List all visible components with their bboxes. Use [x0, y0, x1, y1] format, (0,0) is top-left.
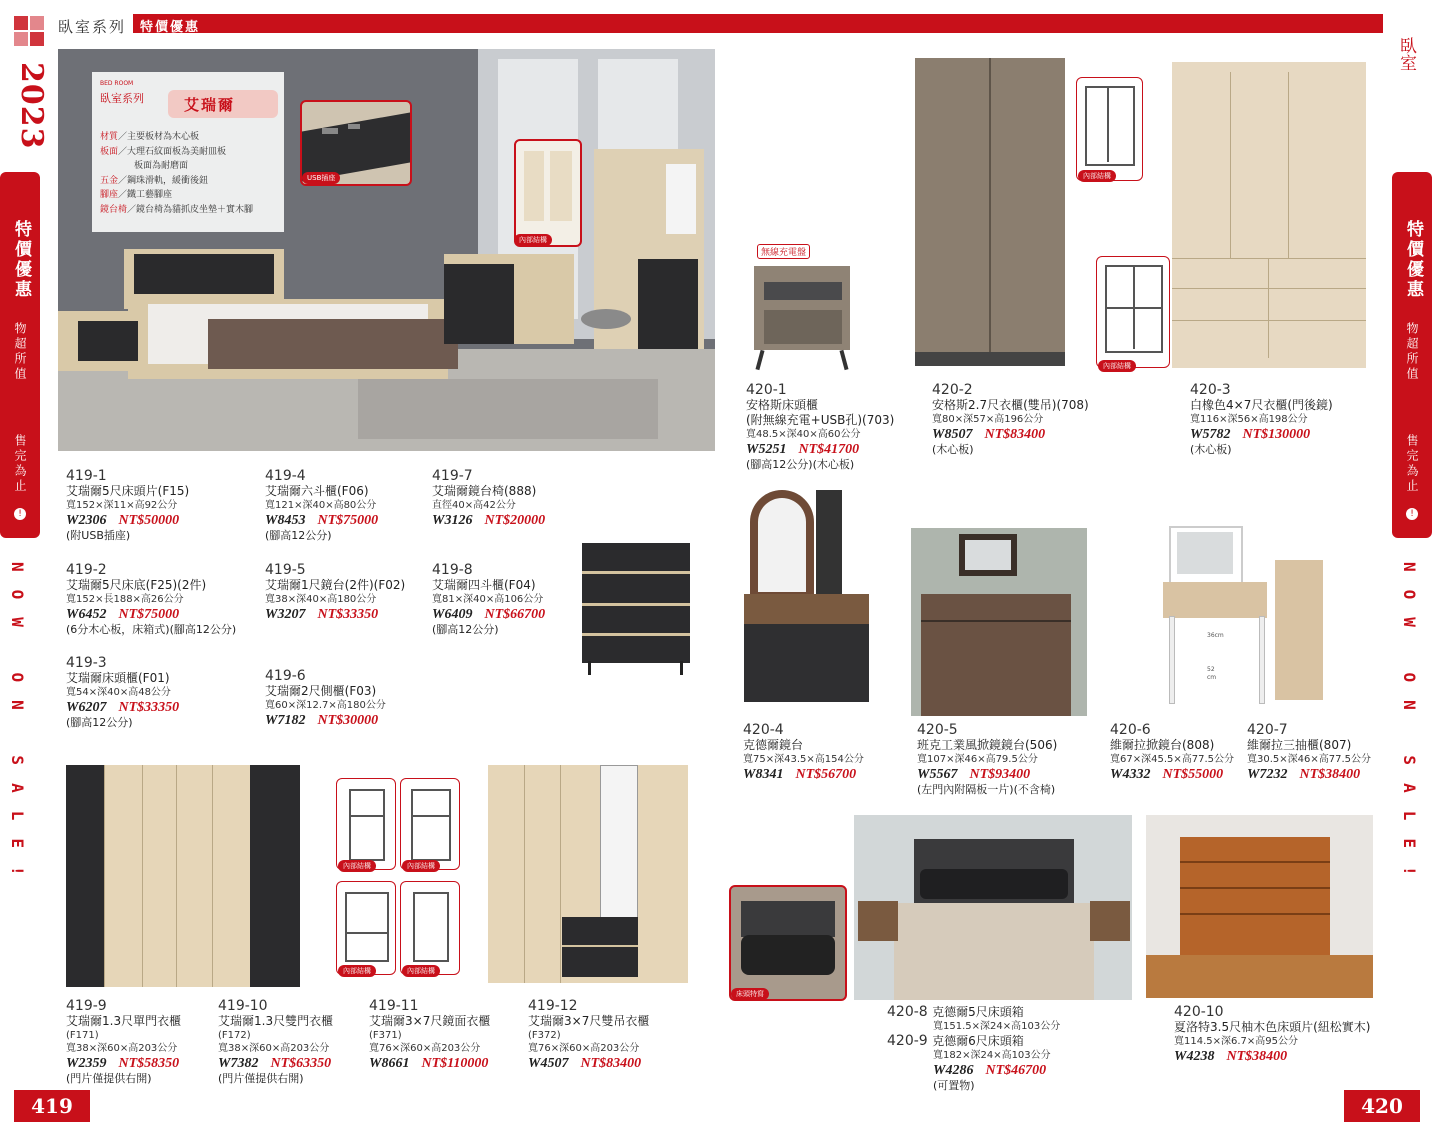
left-special-tab — [0, 172, 40, 538]
vanity-420-5-photo — [911, 528, 1087, 716]
mirror-inner-inset — [514, 139, 582, 247]
dim-cm: cm — [1207, 674, 1217, 681]
inner-diagram-420-2b — [1096, 256, 1170, 368]
inner-diagram-419-12 — [400, 881, 460, 975]
wardrobe-420-2-photo — [915, 58, 1065, 366]
hero-name: 艾瑞爾 — [184, 96, 236, 114]
inner-tag-419-10: 內部結構 — [402, 860, 440, 872]
tab-small2-text: 售完為止 — [13, 434, 27, 494]
inner-tag-420-2a: 內部結構 — [1078, 170, 1116, 182]
chest-419-8-photo — [582, 543, 690, 675]
now-on-sale-left: NOW ON SALE! — [8, 562, 27, 894]
inner-tag-420-2b: 內部結構 — [1098, 360, 1136, 372]
vanity-420-4-photo — [744, 490, 869, 712]
page-number-left: 419 — [14, 1090, 90, 1122]
hero-info-card — [92, 72, 284, 232]
material-line: 腳座／鐵工藝腳座 — [100, 190, 173, 200]
product-419-4: 419-4 艾瑞爾六斗櫃(F06) 寬121×深40×高80公分 W8453 NT$75000 (腳高12公分) — [265, 468, 379, 542]
series-logo-icon — [14, 16, 48, 50]
wireless-tag: 無線充電盤 — [757, 244, 810, 259]
dim-36: 36cm — [1207, 632, 1224, 639]
special-title: 特價優惠 — [140, 20, 201, 35]
product-419-2: 419-2 艾瑞爾5尺床底(F25)(2件) 寬152×長188×高26公分 W6452 NT$75000 (6分木心板，床箱式)(腳高12公分) — [66, 562, 237, 636]
product-420-5: 420-5 班克工業風掀鏡鏡台(506) 寬107×深46×高79.5公分 W5567 NT$93400 (左門內附隔板一片)(不含椅) — [917, 722, 1058, 796]
product-419-9: 419-9 艾瑞爾1.3尺單門衣櫃 (F171) 寬38×深60×高203公分 W2359 NT$58350 (門片僅提供右開) — [66, 998, 182, 1085]
inner-tag-419-12: 內部結構 — [402, 965, 440, 977]
product-420-3: 420-3 白橡色4×7尺衣櫃(門後鏡) 寬116×深56×高198公分 W5782 NT$130000 (木心板) — [1190, 382, 1333, 456]
nightstand-420-1-photo — [748, 262, 858, 372]
tab-small-text: 物超所值 — [1405, 322, 1419, 382]
year-label: 2023 — [14, 62, 49, 150]
vanity-420-6-7-photo — [1163, 520, 1323, 708]
page-number-right: 420 — [1344, 1090, 1420, 1122]
product-419-6: 419-6 艾瑞爾2尺側櫃(F03) 寬60×深12.7×高180公分 W7182 NT$30000 — [265, 668, 386, 728]
product-419-8: 419-8 艾瑞爾四斗櫃(F04) 寬81×深40×高106公分 W6409 NT$66700 (腳高12公分) — [432, 562, 546, 636]
inner-diagram-419-10 — [400, 778, 460, 870]
tab-big-text: 特價優惠 — [11, 220, 31, 300]
inner-diagram-419-11 — [336, 881, 396, 975]
product-419-10: 419-10 艾瑞爾1.3尺雙門衣櫃 (F172) 寬38×深60×高203公分 W7382 NT$63350 (門片僅提供右開) — [218, 998, 334, 1085]
wardrobe-419-9-10-photo — [66, 765, 300, 987]
series-title: 臥室系列 — [58, 18, 127, 36]
product-419-7: 419-7 艾瑞爾鏡台椅(888) 直徑40×高42公分 W3126 NT$20000 — [432, 468, 546, 528]
dim-52: 52 — [1207, 666, 1215, 673]
product-420-4: 420-4 克德爾鏡台 寬75×深43.5×高154公分 W8341 NT$56700 — [743, 722, 864, 782]
product-419-11: 419-11 艾瑞爾3×7尺鏡面衣櫃 (F371) 寬76×深60×高203公分 W8661 NT$110000 — [369, 998, 491, 1071]
mirror-inner-tag: 內部結構 — [514, 234, 552, 246]
header-top — [0, 0, 1432, 14]
hero-en-label: BED ROOM — [100, 80, 134, 87]
tab-big-text: 特價優惠 — [1403, 220, 1423, 300]
right-special-tab — [1392, 172, 1432, 538]
material-line: 五金／鋼珠滑軌，緩衝後鈕 — [100, 175, 209, 186]
headboard-inset-photo — [729, 885, 847, 1001]
material-line: 鏡台椅／鏡台椅為貓抓皮坐墊＋實木腳 — [100, 204, 254, 215]
product-420-10: 420-10 夏洛特3.5尺柚木色床頭片(紐松實木) 寬114.5×深6.7×高95公分 W4238 NT$38400 — [1174, 1004, 1371, 1064]
material-line: 板面為耐磨面 — [134, 161, 189, 171]
tab-dot-icon: ! — [1406, 508, 1418, 520]
tab-small2-text: 售完為止 — [1405, 434, 1419, 494]
hero-materials — [100, 130, 284, 217]
usb-tag: USB插座 — [302, 172, 340, 184]
bed-420-8-photo — [854, 815, 1132, 1000]
inner-tag-419-9: 內部結構 — [338, 860, 376, 872]
hero-series-label: 臥室系列 — [100, 92, 144, 105]
product-420-7: 420-7 維爾拉三抽櫃(807) 寬30.5×深46×高77.5公分 W7232 NT$38400 — [1247, 722, 1372, 782]
bedroom-zh-label: 臥室 — [1396, 37, 1416, 71]
bedroom-en-label: BED ROOM — [1393, 14, 1418, 30]
header-red-bar — [133, 14, 1383, 33]
tab-dot-icon: ! — [14, 508, 26, 520]
inner-diagram-419-9 — [336, 778, 396, 870]
inner-diagram-420-2a — [1076, 77, 1143, 181]
now-on-sale-right: NOW ON SALE! — [1400, 562, 1419, 894]
product-420-1: 420-1 安格斯床頭櫃 (附無線充電+USB孔)(703) 寬48.5×深40×高60公分 W5251 NT$41700 (腳高12公分)(木心板) — [746, 382, 895, 471]
product-420-8-9: 420-8 克德爾5尺床頭箱 寬151.5×深24×高103公分 420-9 克德爾6尺床頭箱 寬182×深24×高103公分 W4286 NT$46700 (可置物) — [887, 1004, 1061, 1092]
wardrobe-420-3-photo — [1172, 62, 1366, 368]
headboard-tag: 床頭特寫 — [731, 988, 769, 1000]
wardrobe-419-11-12-photo — [488, 765, 688, 983]
product-419-1: 419-1 艾瑞爾5尺床頭片(F15) 寬152×深11×高92公分 W2306 NT$50000 (附USB插座) — [66, 468, 190, 542]
headboard-420-10-photo — [1146, 815, 1373, 998]
tab-small-text: 物超所值 — [13, 322, 27, 382]
material-line: 材質／主要板材為木心板 — [100, 132, 200, 142]
product-419-5: 419-5 艾瑞爾1尺鏡台(2件)(F02) 寬38×深40×高180公分 W3207 NT$33350 — [265, 562, 406, 622]
product-419-3: 419-3 艾瑞爾床頭櫃(F01) 寬54×深40×高48公分 W6207 NT$33350 (腳高12公分) — [66, 655, 180, 729]
product-420-2: 420-2 安格斯2.7尺衣櫃(雙吊)(708) 寬80×深57×高196公分 W8507 NT$83400 (木心板) — [932, 382, 1089, 456]
inner-tag-419-11: 內部結構 — [338, 965, 376, 977]
material-line: 板面／大理石紋面板為美耐皿板 — [100, 146, 227, 157]
product-419-12: 419-12 艾瑞爾3×7尺雙吊衣櫃 (F372) 寬76×深60×高203公分 W4507 NT$83400 — [528, 998, 650, 1071]
product-420-6: 420-6 維爾拉掀鏡台(808) 寬67×深45.5×高77.5公分 W4332 NT$55000 — [1110, 722, 1235, 782]
